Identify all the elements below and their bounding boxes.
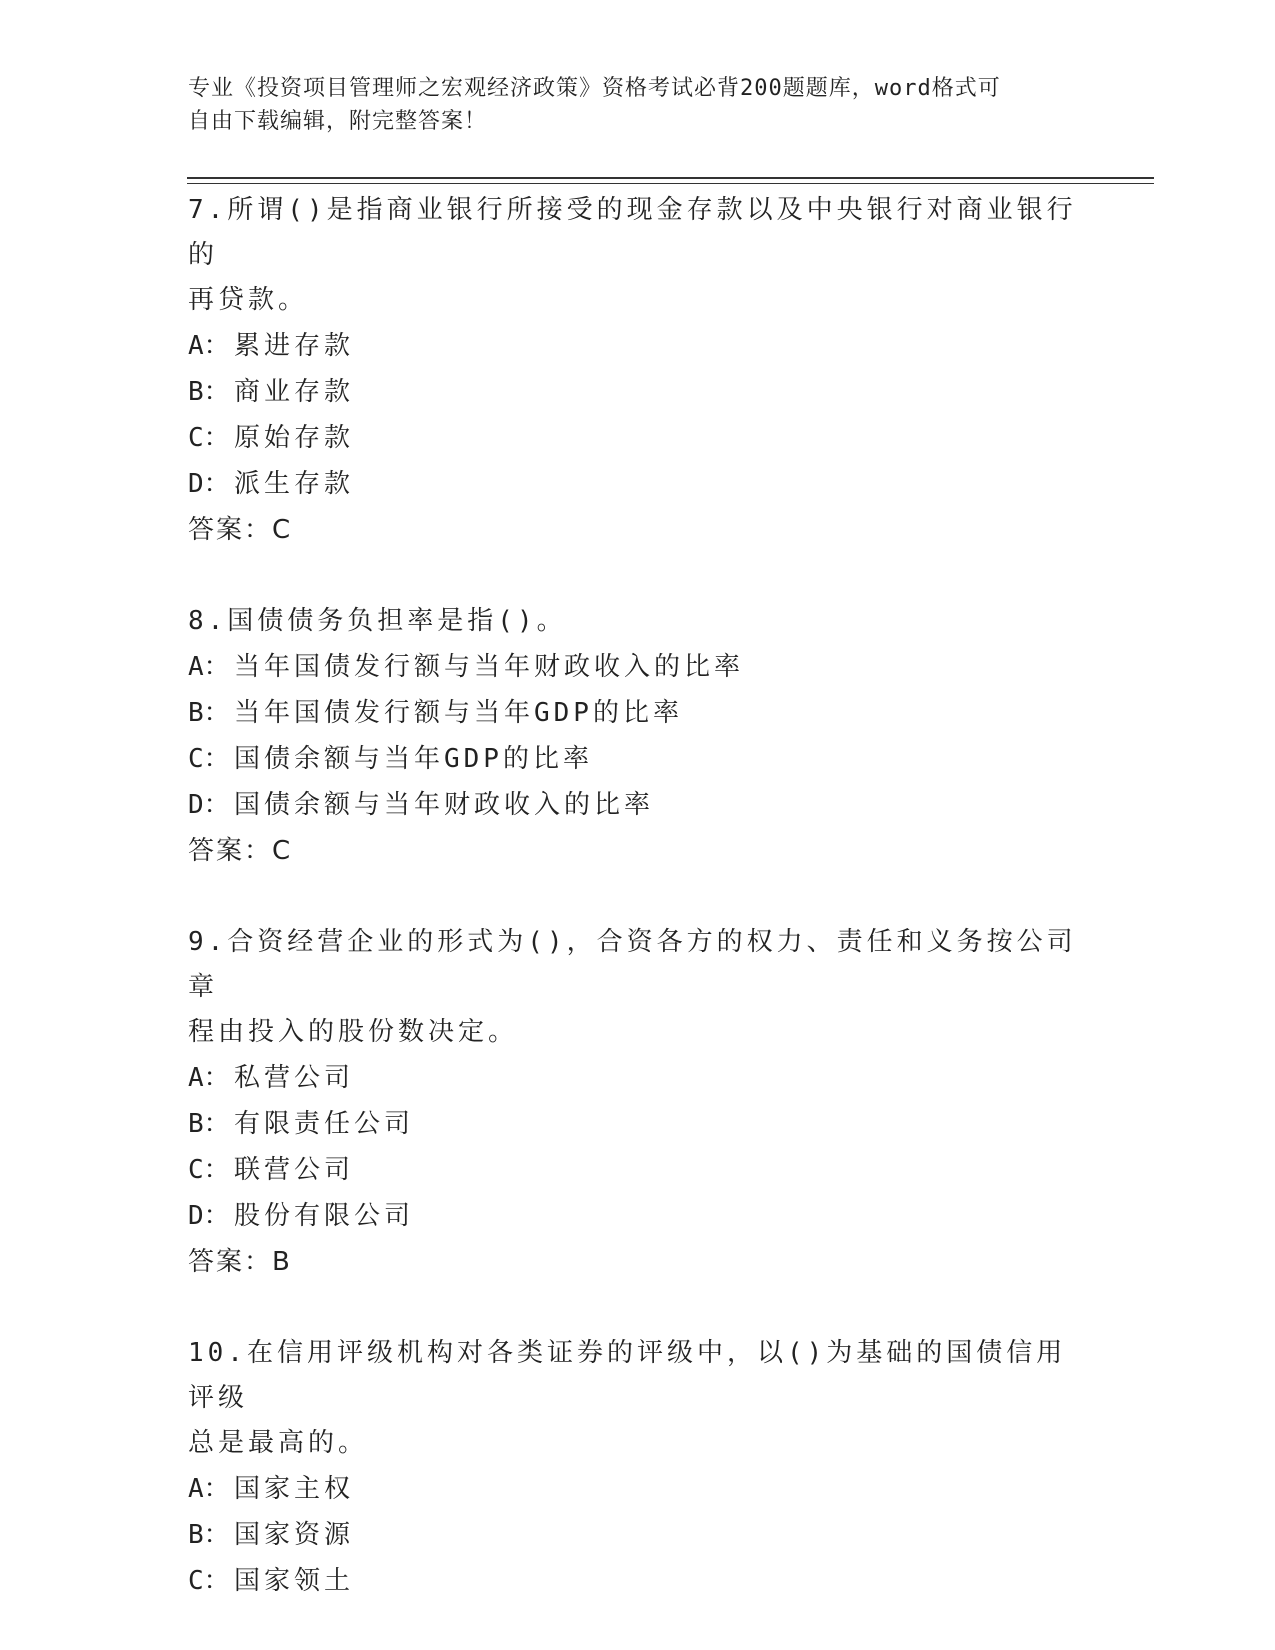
option-letter: D： — [188, 1201, 230, 1231]
option-text: 国家领土 — [234, 1566, 355, 1596]
header-divider-thick — [187, 177, 1154, 179]
option-a — [188, 644, 1088, 690]
option-letter: C： — [188, 744, 230, 774]
answer-line: 答案：C — [188, 515, 293, 545]
stem-line: 10.在信用评级机构对各类证券的评级中，以()为基础的国债信用评级 — [188, 1338, 1067, 1413]
header-divider-thin — [187, 183, 1154, 184]
option-text: 私营公司 — [234, 1063, 355, 1093]
stem-line: 7.所谓()是指商业银行所接受的现金存款以及中央银行对商业银行的 — [188, 195, 1077, 270]
stem-line: 程由投入的股份数决定。 — [188, 1017, 519, 1047]
question-8 — [188, 599, 1088, 874]
option-text: 累进存款 — [234, 331, 355, 361]
option-text: 国债余额与当年GDP的比率 — [234, 744, 593, 774]
option-letter: C： — [188, 423, 230, 453]
option-letter: C： — [188, 1566, 230, 1596]
option-letter: C： — [188, 1155, 230, 1185]
stem-line: 总是最高的。 — [188, 1428, 369, 1458]
option-letter: A： — [188, 331, 230, 361]
option-b — [188, 1512, 1088, 1558]
option-text: 股份有限公司 — [234, 1201, 415, 1231]
option-c — [188, 415, 1088, 461]
option-text: 国债余额与当年财政收入的比率 — [234, 790, 655, 820]
option-text: 派生存款 — [234, 469, 355, 499]
option-letter: A： — [188, 652, 230, 682]
option-text: 国家资源 — [234, 1520, 355, 1550]
question-7 — [188, 188, 1088, 553]
option-d — [188, 782, 1088, 828]
option-c — [188, 1558, 1088, 1604]
option-a — [188, 1466, 1088, 1512]
stem-line: 8.国债债务负担率是指()。 — [188, 606, 567, 636]
option-a — [188, 1055, 1088, 1101]
question-9 — [188, 920, 1088, 1285]
option-letter: A： — [188, 1474, 230, 1504]
header-line-1: 专业《投资项目管理师之宏观经济政策》资格考试必背200题题库，word格式可 — [188, 76, 1001, 101]
option-d — [188, 461, 1088, 507]
answer-line: 答案：B — [188, 1247, 292, 1277]
stem-line: 再贷款。 — [188, 285, 309, 315]
option-text: 原始存款 — [234, 423, 355, 453]
option-letter: B： — [188, 1520, 230, 1550]
option-c — [188, 1147, 1088, 1193]
option-letter: B： — [188, 1109, 230, 1139]
option-text: 国家主权 — [234, 1474, 355, 1504]
option-d — [188, 1193, 1088, 1239]
question-stem — [188, 1331, 1088, 1466]
option-text: 有限责任公司 — [234, 1109, 415, 1139]
question-10 — [188, 1331, 1088, 1604]
header-line-2: 自由下载编辑，附完整答案！ — [188, 109, 488, 134]
option-letter: B： — [188, 377, 230, 407]
option-letter: D： — [188, 469, 230, 499]
option-a — [188, 323, 1088, 369]
answer-line: 答案：C — [188, 836, 293, 866]
question-stem — [188, 920, 1088, 1055]
option-b — [188, 369, 1088, 415]
option-c — [188, 736, 1088, 782]
document-header — [188, 72, 1068, 138]
stem-line: 9.合资经营企业的形式为()，合资各方的权力、责任和义务按公司章 — [188, 927, 1077, 1002]
option-letter: D： — [188, 790, 230, 820]
option-text: 当年国债发行额与当年财政收入的比率 — [234, 652, 745, 682]
question-stem — [188, 188, 1088, 323]
option-b — [188, 1101, 1088, 1147]
option-text: 当年国债发行额与当年GDP的比率 — [234, 698, 683, 728]
question-stem — [188, 599, 1088, 644]
option-text: 联营公司 — [234, 1155, 355, 1185]
option-letter: A： — [188, 1063, 230, 1093]
question-list — [188, 188, 1088, 1650]
option-b — [188, 690, 1088, 736]
option-text: 商业存款 — [234, 377, 355, 407]
option-letter: B： — [188, 698, 230, 728]
